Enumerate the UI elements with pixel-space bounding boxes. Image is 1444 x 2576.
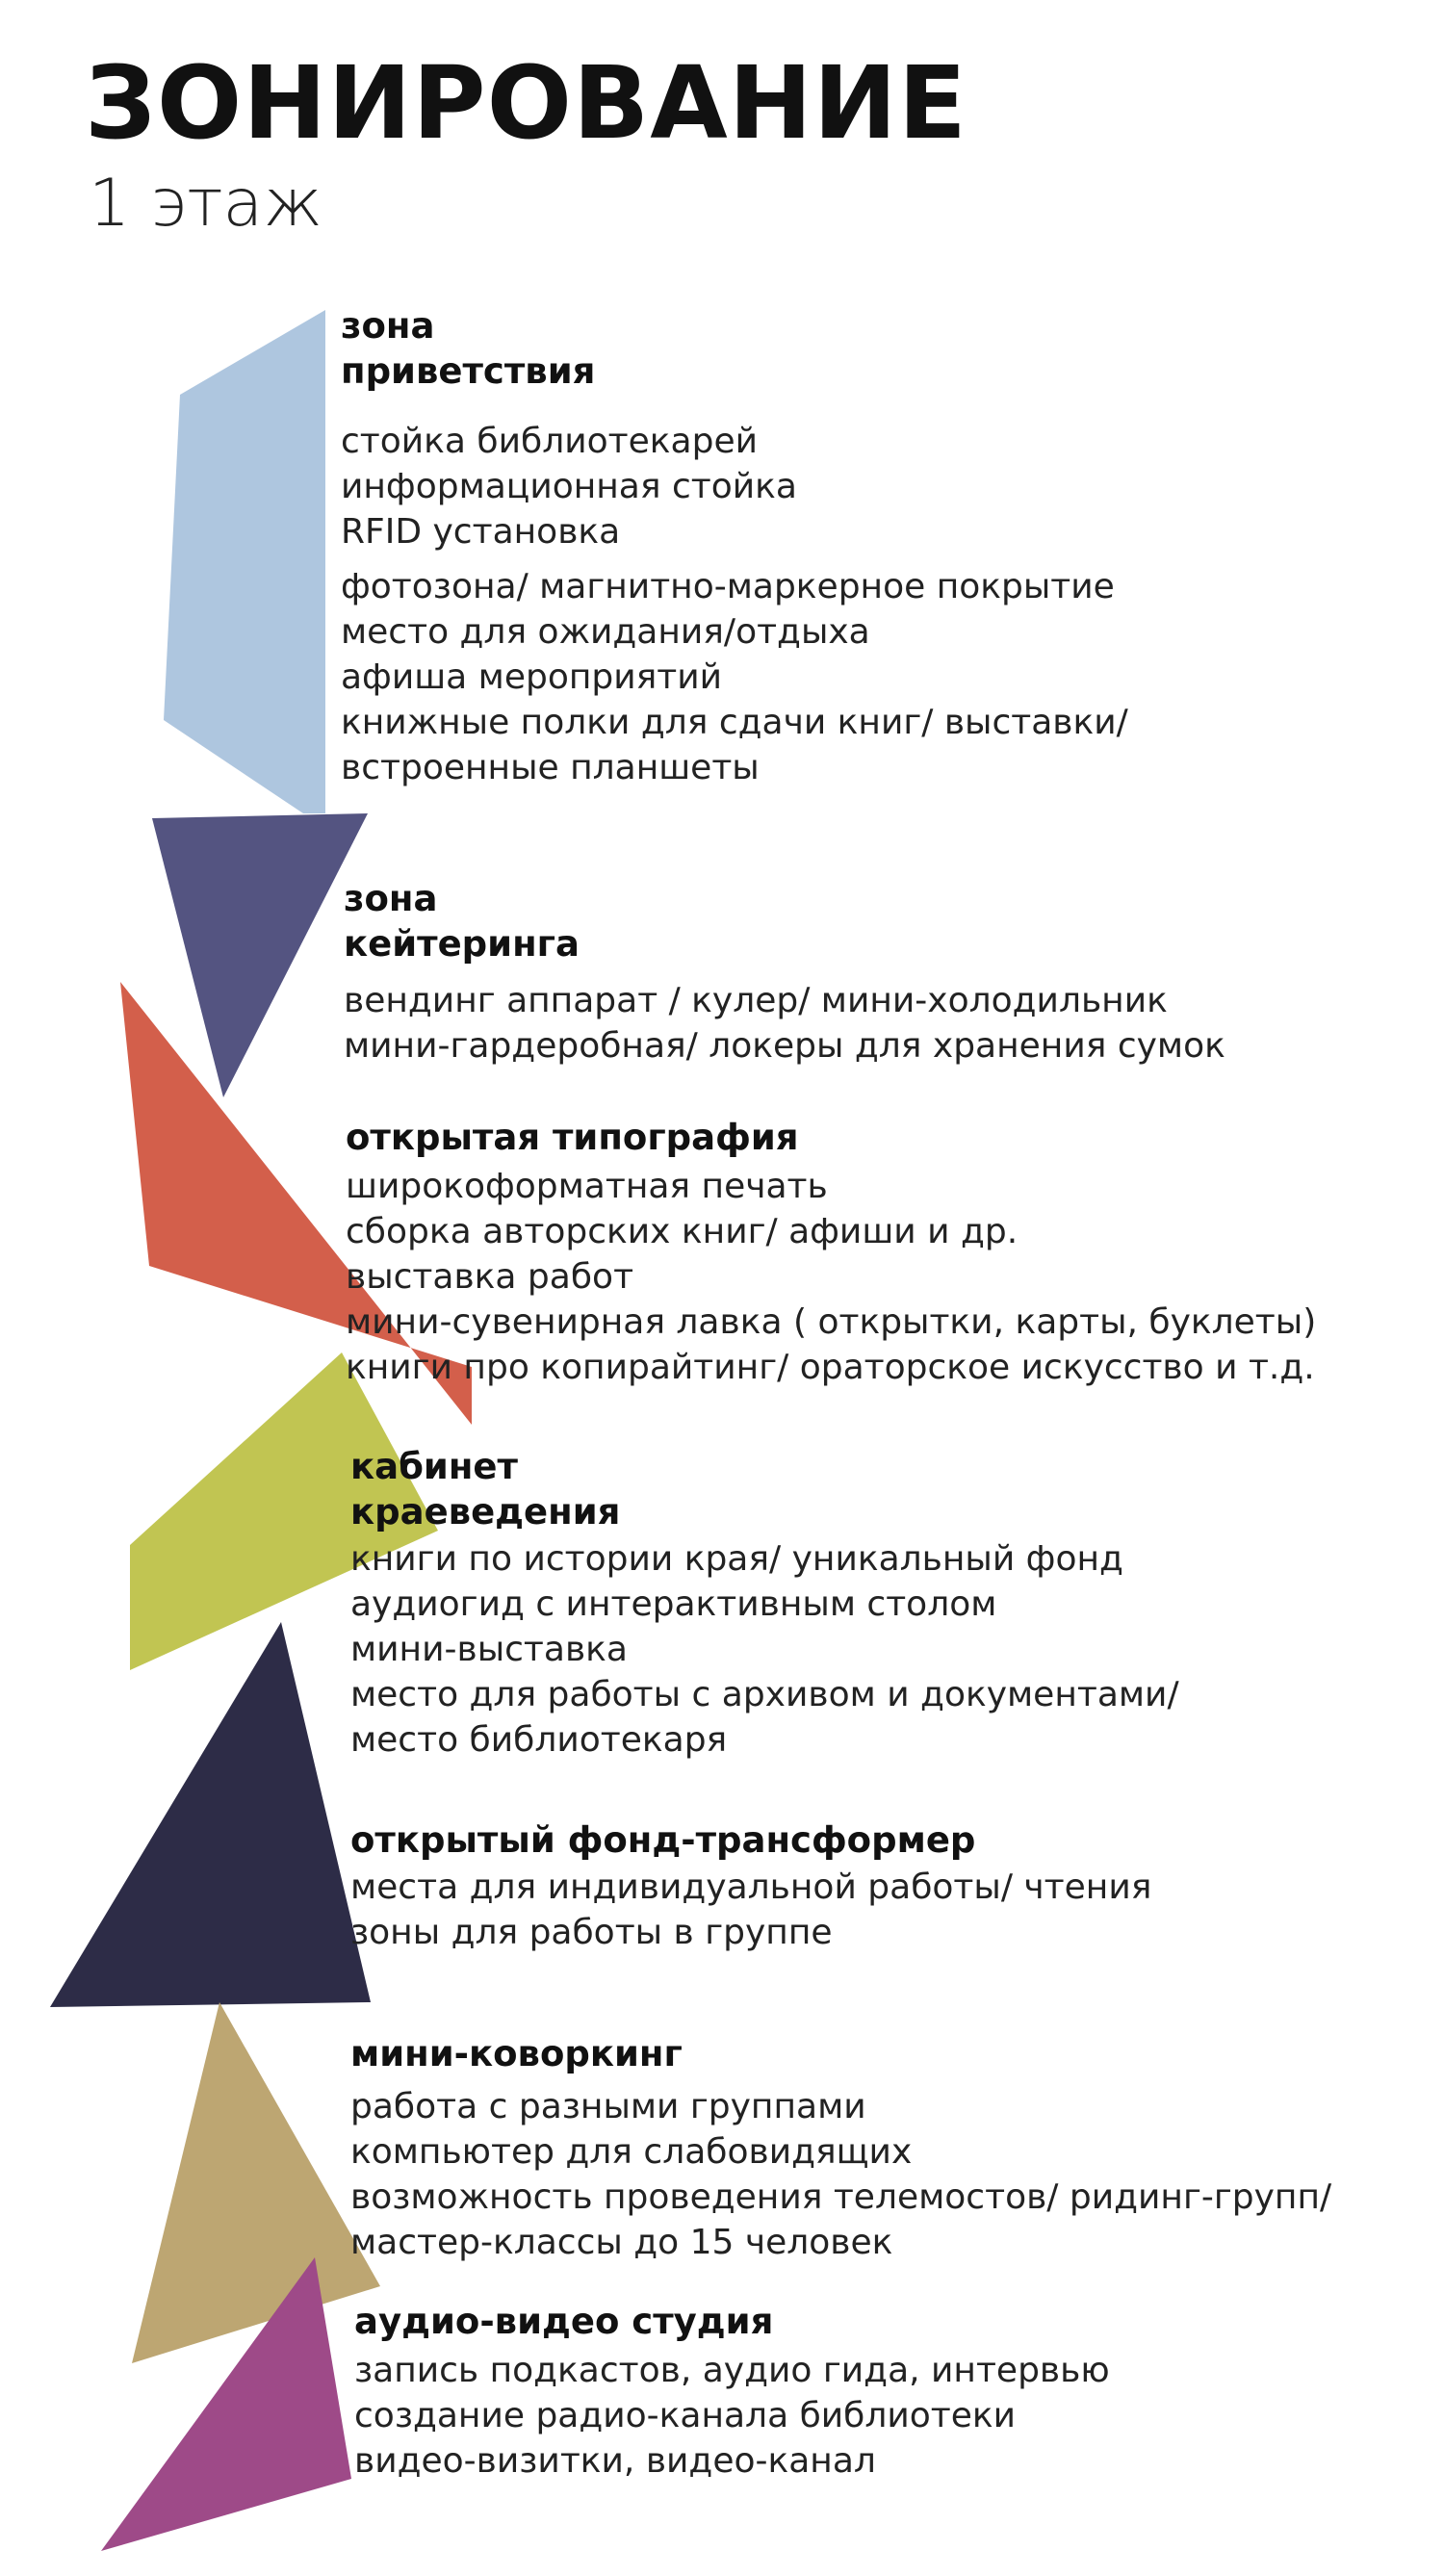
list-item: встроенные планшеты xyxy=(341,748,760,787)
list-item: сборка авторских книг/ афиши и др. xyxy=(346,1212,1019,1251)
list-item: фотозона/ магнитно-маркерное покрытие xyxy=(341,567,1115,606)
zone-items xyxy=(344,978,1225,1069)
zone-typography xyxy=(346,1115,1316,1390)
zone-transformer xyxy=(350,1817,1151,1955)
list-item: книги про копирайтинг/ ораторское искусство и т.д. xyxy=(346,1348,1315,1387)
zone-title: аудио-видео студия xyxy=(354,2301,774,2342)
list-item: книги по истории края/ уникальный фонд xyxy=(350,1539,1123,1579)
zone-title: открытая типография xyxy=(346,1117,799,1158)
list-item: место библиотекаря xyxy=(350,1720,728,1760)
list-item: мини-сувенирная лавка ( открытки, карты, буклеты) xyxy=(346,1302,1317,1342)
list-item: широкоформатная печать xyxy=(346,1167,828,1206)
zone-welcome xyxy=(341,303,1128,790)
list-item: информационная стойка xyxy=(341,467,797,506)
list-item: места для индивидуальной работы/ чтения xyxy=(350,1868,1152,1907)
list-item: афиша мероприятий xyxy=(341,657,723,697)
zone-items xyxy=(346,1164,1316,1390)
list-item: книжные полки для сдачи книг/ выставки/ xyxy=(341,703,1128,742)
zone-shape-transformer xyxy=(50,1622,371,2007)
list-item: мини-гардеробная/ локеры для хранения сумок xyxy=(344,1026,1225,1066)
zone-title: зона приветствия xyxy=(341,305,596,392)
zone-items xyxy=(350,1865,1151,1955)
zone-items xyxy=(354,2348,1110,2484)
list-item: место для работы с архивом и документами/ xyxy=(350,1675,1179,1714)
zone-title: кабинет краеведения xyxy=(350,1446,621,1533)
zone-title: мини-коворкинг xyxy=(350,2033,683,2074)
zone-coworking xyxy=(350,2031,1331,2265)
list-item: создание радио-канала библиотеки xyxy=(354,2396,1017,2435)
list-item: мини-выставка xyxy=(350,1630,628,1669)
list-item: RFID установка xyxy=(341,512,621,552)
zone-shape-coworking xyxy=(132,2002,380,2363)
list-item: вендинг аппарат / кулер/ мини-холодильник xyxy=(344,981,1168,1020)
zone-shape-welcome xyxy=(164,310,325,813)
list-item: место для ожидания/отдыха xyxy=(341,612,870,652)
list-item: видео-визитки, видео-канал xyxy=(354,2441,876,2481)
zone-title: открытый фонд-трансформер xyxy=(350,1819,976,1861)
zone-title: зона кейтеринга xyxy=(344,878,580,965)
list-item: компьютер для слабовидящих xyxy=(350,2132,913,2172)
list-item: зоны для работы в группе xyxy=(350,1913,833,1952)
page-subtitle: 1 этаж xyxy=(89,166,322,242)
list-item: запись подкастов, аудио гида, интервью xyxy=(354,2351,1110,2390)
list-item: аудиогид с интерактивным столом xyxy=(350,1584,997,1624)
zone-catering xyxy=(344,876,1225,1069)
zone-studio xyxy=(354,2299,1110,2484)
zone-items xyxy=(341,419,1128,790)
zone-items xyxy=(350,1536,1179,1763)
list-item: мастер-классы до 15 человек xyxy=(350,2223,893,2262)
list-item: выставка работ xyxy=(346,1257,634,1297)
list-item: возможность проведения телемостов/ ридинг-групп/ xyxy=(350,2177,1332,2217)
list-item: работа с разными группами xyxy=(350,2087,866,2126)
zone-shape-catering xyxy=(152,813,368,1097)
zone-items xyxy=(350,2084,1331,2265)
page-title: ЗОНИРОВАНИЕ xyxy=(85,44,967,162)
zone-local-history xyxy=(350,1444,1179,1763)
list-item: стойка библиотекарей xyxy=(341,422,758,461)
